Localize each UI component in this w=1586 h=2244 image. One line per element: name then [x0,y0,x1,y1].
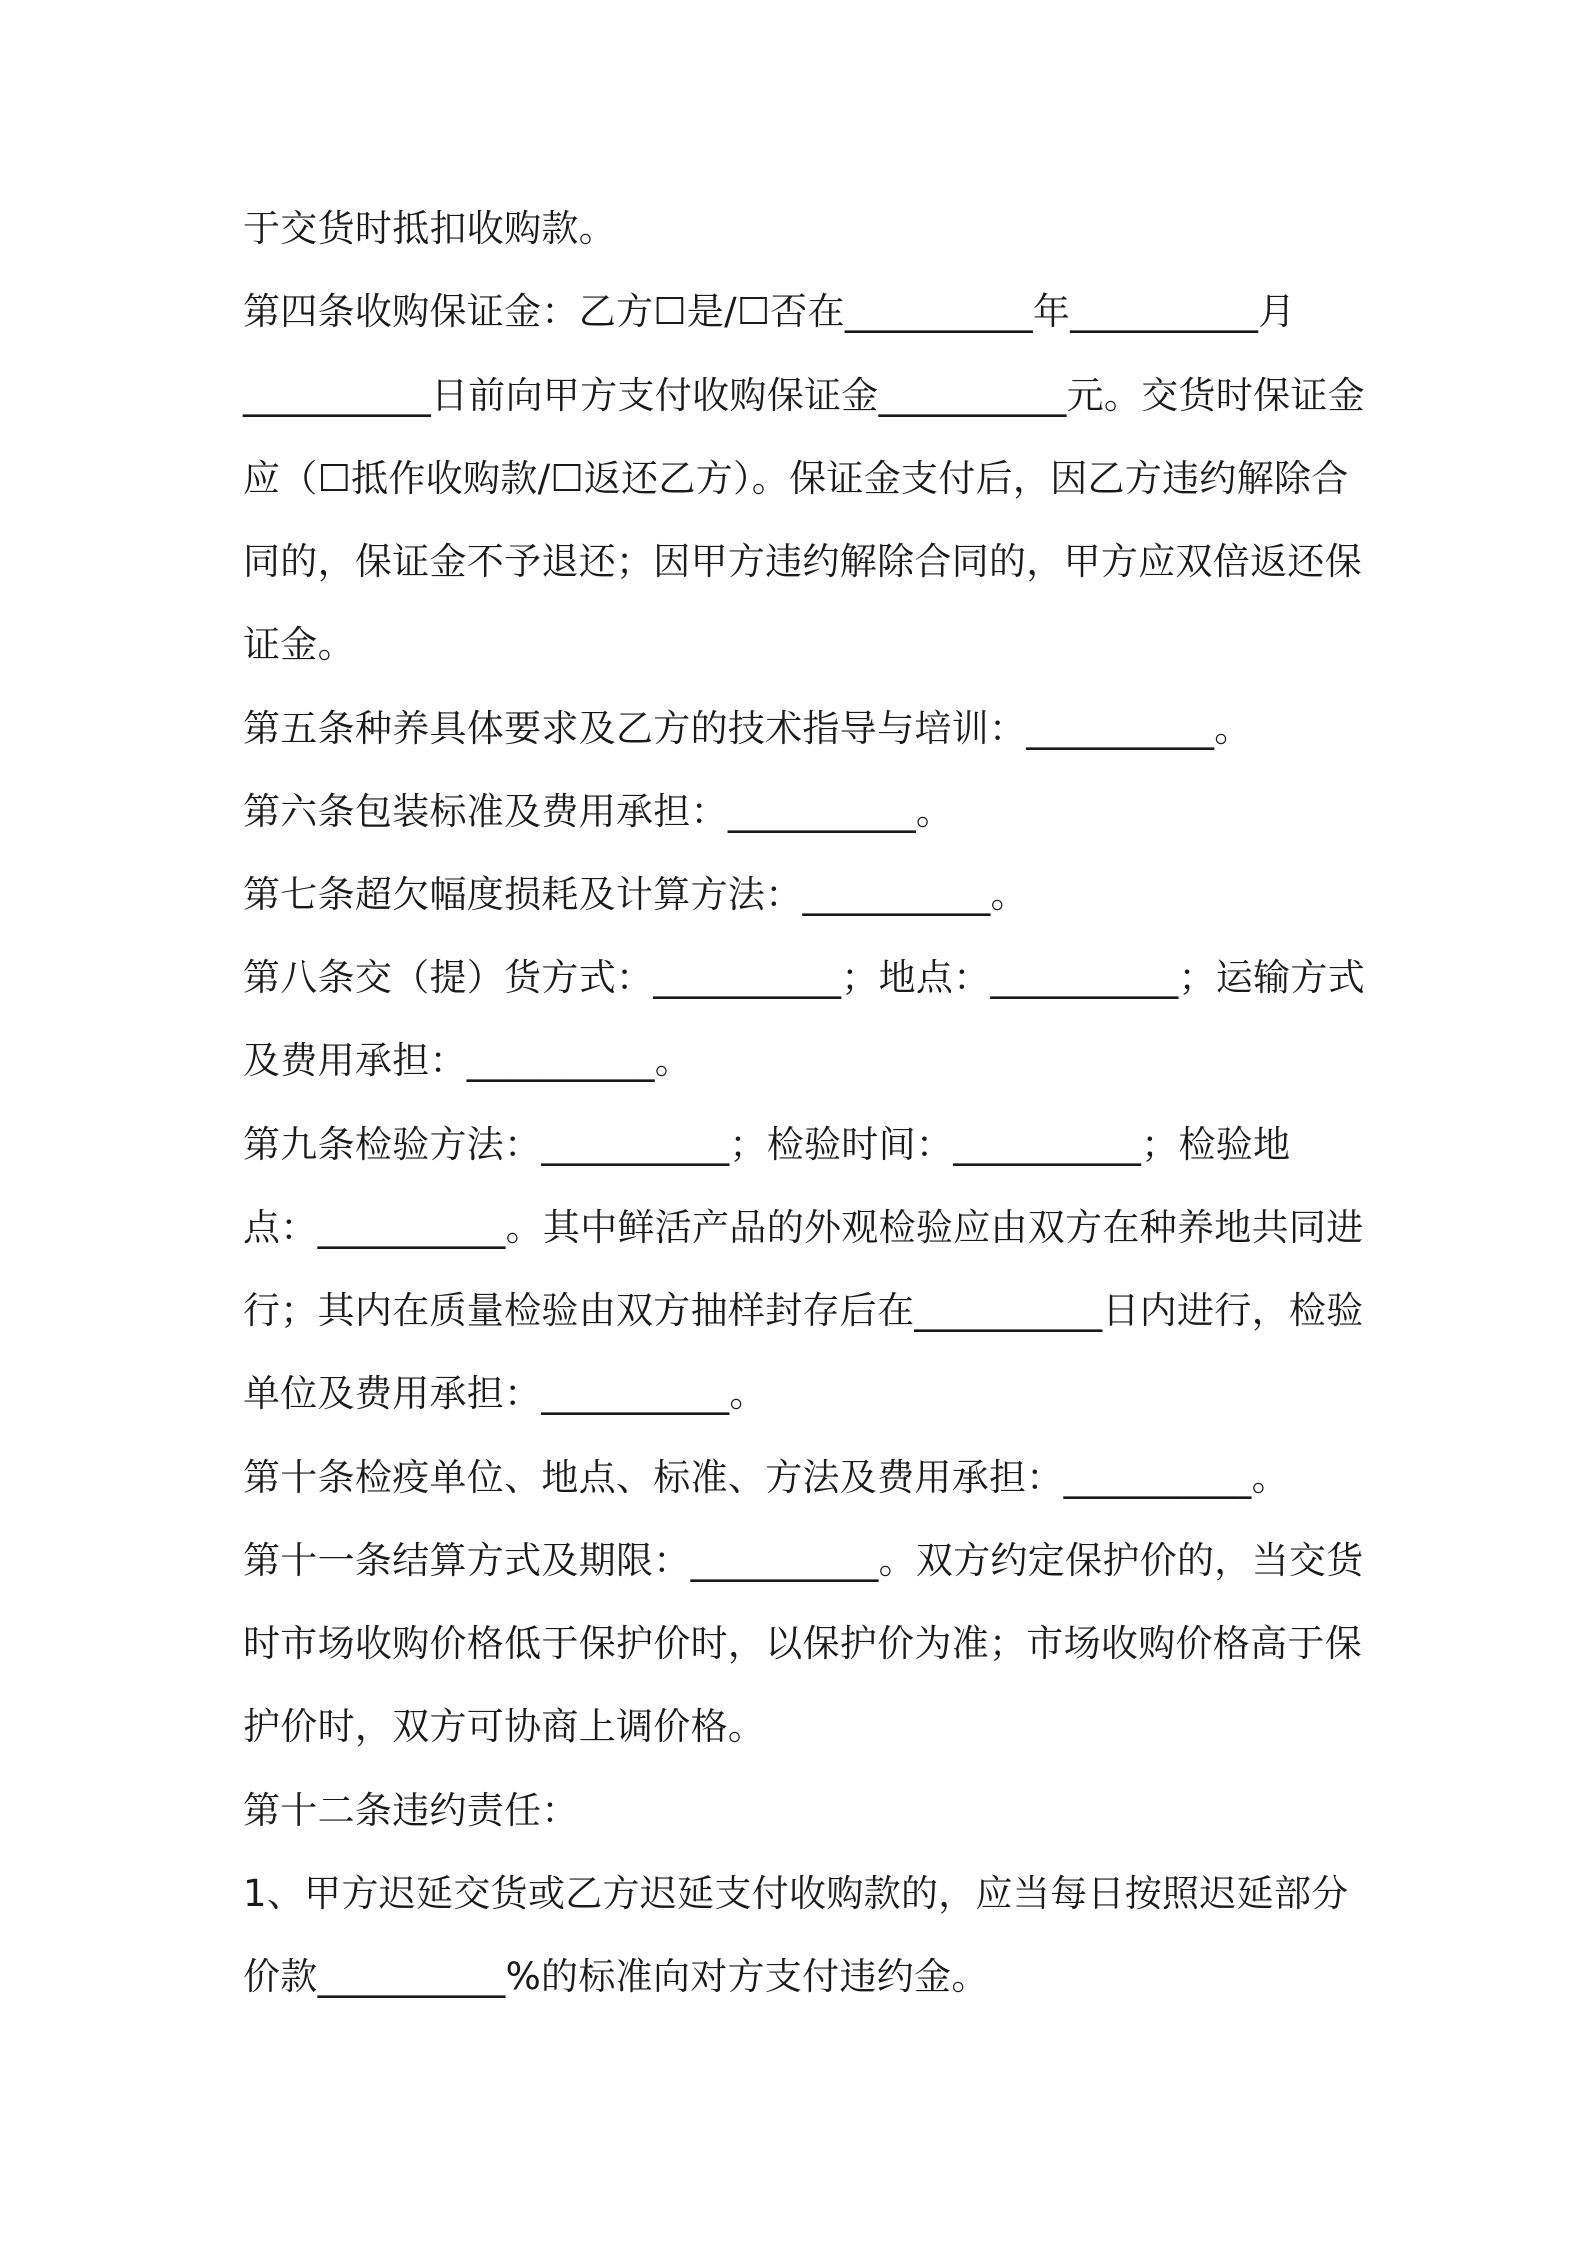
text-line: 行；其内在质量检验由双方抽样封存后在__________日内进行，检验 [243,1289,1364,1332]
text-line: 同的，保证金不予退还；因甲方违约解除合同的，甲方应双倍返还保 [243,540,1362,583]
text-line: 应（☐抵作收购款/☐返还乙方）。保证金支付后，因乙方违约解除合 [243,457,1349,500]
text-line: 第八条交（提）货方式：__________；地点：__________；运输方式 [243,956,1365,999]
text-line: 1、甲方迟延交货或乙方迟延支付收购款的，应当每日按照迟延部分 [243,1872,1349,1915]
text-line: 第四条收购保证金：乙方☐是/☐否在__________年__________月 [243,290,1296,333]
text-line: 第七条超欠幅度损耗及计算方法：__________。 [243,873,1028,916]
text-line: 第五条种养具体要求及乙方的技术指导与培训：__________。 [243,707,1252,750]
text-line: 点：__________。其中鲜活产品的外观检验应由双方在种养地共同进 [243,1206,1364,1249]
text-line: 第十条检疫单位、地点、标准、方法及费用承担：__________。 [243,1456,1289,1499]
text-line: 第十一条结算方式及期限：__________。双方约定保护价的，当交货 [243,1539,1364,1582]
text-line: 时市场收购价格低于保护价时，以保护价为准；市场收购价格高于保 [243,1622,1362,1665]
text-line: 价款__________%的标准向对方支付违约金。 [243,1955,989,1998]
text-line: 于交货时抵扣收购款。 [243,207,616,250]
text-line: 第十二条违约责任： [243,1789,579,1832]
text-line: 及费用承担：__________。 [243,1039,693,1082]
text-line: __________日前向甲方支付收购保证金__________元。交货时保证金 [243,374,1365,417]
text-line: 第六条包装标准及费用承担：__________。 [243,790,954,833]
text-line: 护价时，双方可协商上调价格。 [243,1705,766,1748]
text-line: 第九条检验方法：__________；检验时间：__________；检验地 [243,1123,1291,1166]
text-line: 证金。 [243,623,355,666]
text-line: 单位及费用承担：__________。 [243,1372,767,1415]
